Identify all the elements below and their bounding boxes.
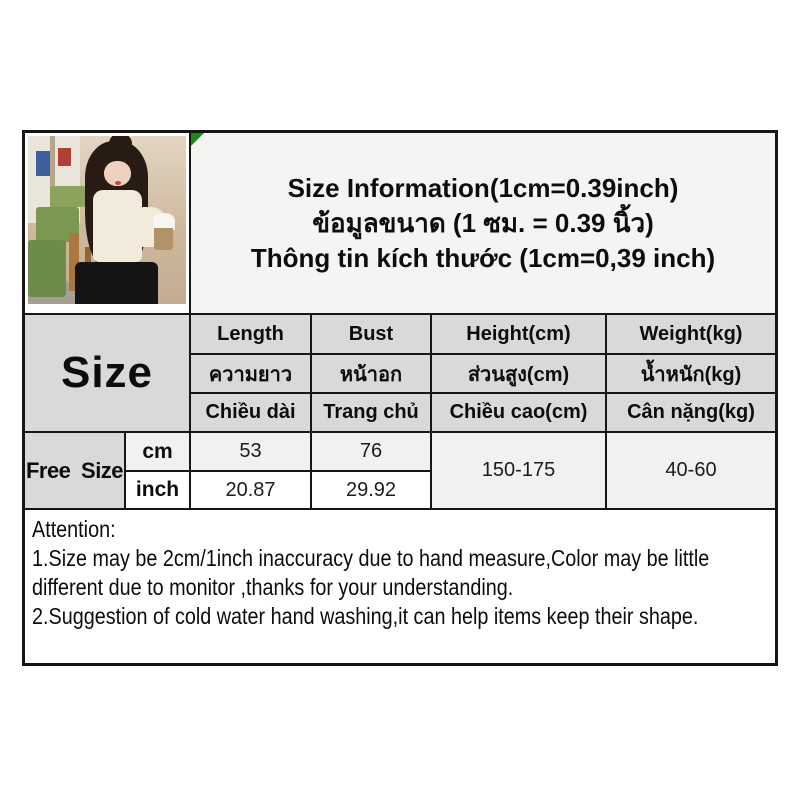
col-header-length-vi: Chiều dài — [191, 394, 310, 431]
attention-line: different due to monitor ,thanks for your understanding. — [32, 574, 514, 600]
col-header-weight-th: น้ำหนัก(kg) — [607, 355, 775, 392]
title-block — [191, 133, 775, 313]
value-height-range: 150-175 — [432, 433, 605, 508]
window-poster-red — [58, 148, 71, 166]
attention-section — [25, 510, 775, 663]
size-chart-table — [22, 130, 778, 666]
col-header-height-en: Height(cm) — [432, 315, 605, 353]
col-header-weight-en: Weight(kg) — [607, 315, 775, 353]
black-skirt — [75, 262, 157, 304]
model-lips — [115, 181, 121, 185]
unit-label-cm: cm — [126, 433, 189, 470]
title-english: Size Information(1cm=0.39inch) — [287, 172, 679, 203]
title-thai: ข้อมูลขนาด (1 ซม. = 0.39 นิ้ว) — [312, 207, 654, 238]
value-bust-cm: 76 — [312, 433, 430, 470]
row-label-free-size: Free Size — [25, 433, 124, 508]
value-length-inch: 20.87 — [191, 472, 310, 508]
col-header-bust-th: หน้าอก — [312, 355, 430, 392]
col-header-length-en: Length — [191, 315, 310, 353]
coffee-cup-sleeve — [154, 228, 173, 250]
col-header-height-th: ส่วนสูง(cm) — [432, 355, 605, 392]
col-header-height-vi: Chiều cao(cm) — [432, 394, 605, 431]
unit-label-inch: inch — [126, 472, 189, 508]
value-length-cm: 53 — [191, 433, 310, 470]
green-corner-marker-icon — [191, 133, 204, 146]
title-vietnamese: Thông tin kích thước (1cm=0,39 inch) — [250, 242, 716, 273]
attention-heading: Attention: — [32, 516, 116, 542]
attention-line: 1.Size may be 2cm/1inch inaccuracy due to hand measure,Color may be little — [32, 545, 710, 571]
green-chair-front — [28, 240, 66, 297]
value-weight-range: 40-60 — [607, 433, 775, 508]
col-header-bust-vi: Trang chủ — [312, 394, 430, 431]
col-header-length-th: ความยาว — [191, 355, 310, 392]
green-chair-back — [50, 186, 85, 206]
product-photo — [25, 133, 189, 313]
col-header-weight-vi: Cân nặng(kg) — [607, 394, 775, 431]
col-header-bust-en: Bust — [312, 315, 430, 353]
product-photo-illustration — [28, 136, 186, 304]
value-bust-inch: 29.92 — [312, 472, 430, 508]
attention-line: 2.Suggestion of cold water hand washing,it can help items keep their shape. — [32, 603, 699, 629]
size-corner-label: Size — [25, 315, 189, 431]
